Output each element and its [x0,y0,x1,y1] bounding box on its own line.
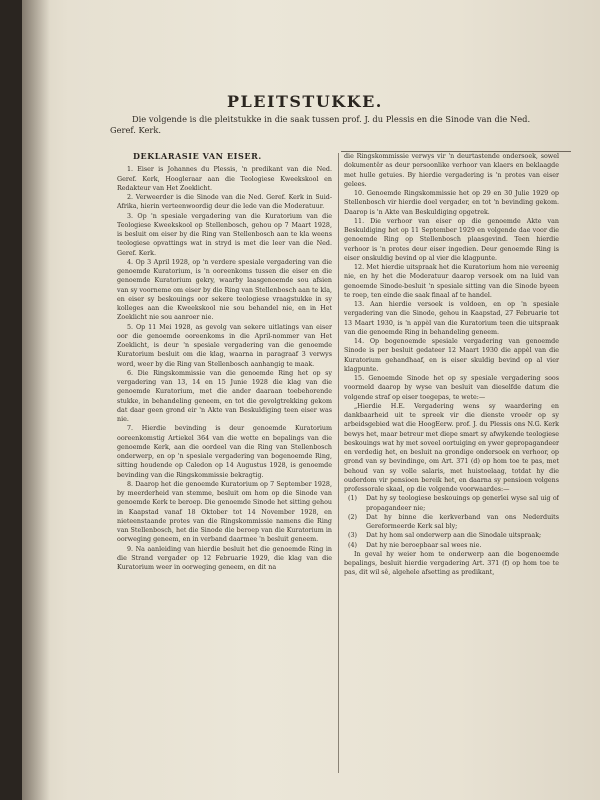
condition-item [344,531,559,540]
paragraph: 4. Op 3 April 1928, op 'n verdere spesiale vergadering van die genoemde Kuratorium, is 'n ooreenkoms tussen die eiser en die genoemde Kuratorium gekry, waarby laasgenoemde sou afsien van sy voorneme om eiser by die Ring van Stellenbosch aan te kla, en eiser sy beskouings oor sekere teologiese vraagstukke in sy kolleges aan die Kweekskool nie sou behandel nie, en in Het Zoeklicht nie sou aanroer nie. [117,258,332,322]
paragraph: die Ringskommissie verwys vir 'n deurtastende ondersoek, sowel dokumentêr as deur persoonlike verhoor van klaers en beklaagde met hulle getuies. By hierdie vergadering is 'n protes van eiser gelees. [344,153,559,188]
condition-text: Dat hy nie beroepbaar sal wees nie. [366,541,482,549]
condition-number: (4) [348,541,357,549]
resolution-quote: „Hierdie H.E. Vergadering wens sy waardering en dankbaarheid uit te spreek vir die dienste vroeër op sy arbeidsgebied wat die HoogEerw. prof. J. du Plessis ons N.G. Kerk bewys het, maar betreur met diepe smart sy afwykende teologiese beskouings wat hy met soveel oortuiging en ywer gepropagandeer en verdedig het, en besluit na grondige ondersoek en verhoor, op grond van sy bevindinge, om Art. 371 (d) op hom toe te pas, met behoud van sy volle salaris, met huistoelaag, totdat hy die ouderdom vir pensioen bereik het, en daarna sy pensioen volgens professorale skaal, op die volgende voorwaardes:— [344,402,559,493]
page-shadow [22,0,50,800]
closing-paragraph: In geval hy weier hom te onderwerp aan die bogenoemde bepalings, besluit hierdie vergadering Art. 371 (f) op hom toe te pas, dit wil sê, algehele afsetting as predikant, [344,550,559,577]
paragraph: 5. Op 11 Mei 1928, as gevolg van sekere uitlatings van eiser oor die genoemde ooreenkoms in die April-nommer van Het Zoeklicht, is deur 'n spesiale vergadering van die genoemde Kuratorium besluit om die klag, waarna in paragraaf 3 verwys word, weer by die Ring van Stellenbosch aanhangig te maak. [117,323,332,368]
condition-number: (1) [348,495,357,503]
declaration-heading: DEKLARASIE VAN EISER. [133,152,262,161]
paragraph: 7. Hierdie bevinding is deur genoemde Kuratorium ooreenkomstig Artiekel 364 van die wette en bepalings van die genoemde Kerk, aan die oordeel van die Ring van Stellenbosch onderwerp, en op 'n spesiale vergadering van bogenoemde Ring, sitting houdende op Caledon op 14 Augustus 1928, is genoemde bevinding van die Ringskommissie bekragtig. [117,425,332,479]
paragraph: 12. Met hierdie uitspraak het die Kuratorium hom nie vereenig nie, en hy het die Moderatuur daarop versoek om na luid van genoemde Sinode-besluit 'n spesiale sitting van die Sinode byeen te roep, ten einde die saak finaal af te handel. [344,264,559,299]
paragraph: 6. Die Ringskommissie van die genoemde Ring het op sy vergadering van 13, 14 en 15 Junie 1928 die klag van die genoemde Kuratorium, met die ander daaraan toebehorende stukke, in behandeling geneem, en tot die gevolgtrekking gekom dat daar geen grond eir 'n Akte van Beskuldiging teen eiser was nie. [117,369,332,423]
paragraph: 14. Op bogenoemde spesiale vergadering van genoemde Sinode is per besluit gedateer 12 Maart 1930 die appèl van die Kuratorium gehandhaaf, en is eiser skuldig bevind op al vier klagpunte. [344,338,559,373]
paragraph: 1. Eiser is Johannes du Plessis, 'n predikant van die Ned. Geref. Kerk, Hoogleraar aan die Teologiese Kweekskool en Redakteur van Het Zoeklicht. [117,166,332,192]
paragraph: 8. Daarop het die genoemde Kuratorium op 7 September 1928, by meerderheid van stemme, besluit om hom op die Sinode van genoemde Kerk te beroep. Die genoemde Sinode het sitting gehou in Kaapstad vanaf 18 Oktober tot 14 November 1928, en nieteenstaande protes van die Ringskommissie namens die Ring van Stellenbosch, het die Sinode die beroep van die Kuratorium in oorweging geneem, en in verband daarmee 'n besluit geneem. [117,480,332,544]
paragraph: 9. Na aanleiding van hierdie besluit het die genoemde Ring in die Strand vergader op 12 Februarie 1929, die klag van die Kuratorium weer in oorweging geneem, en dit na [117,545,332,571]
column-divider [338,153,339,773]
document-page [22,0,600,800]
document-intro: Die volgende is die pleitstukke in die saak tussen prof. J. du Plessis en die Sinode van die Ned. Geref. Kerk. [110,114,531,135]
condition-item [344,513,559,532]
paragraph: 11. Die verhoor van eiser op die genoemde Akte van Beskuldiging het op 11 September 1929 en volgende dae voor die genoemde Ring op Stellenbosch plaasgevind. Teen hierdie verhoor is 'n protes deur eiser ingedien. Deur genoemde Ring is eiser onskuldig bevind op al vier die klagpunte. [344,217,559,262]
condition-number: (2) [348,513,357,521]
paragraph: 2. Verweerder is die Sinode van die Ned. Geref. Kerk in Suid-Afrika, hierin verteenwoordig deur die lede van die Moderatuur. [117,194,332,211]
document-title: PLEITSTUKKE. [227,92,383,111]
paragraph: 10. Genoemde Ringskommissie het op 29 en 30 Julie 1929 op Stellenbosch vir hierdie doel vergader, en tot 'n bevinding gekom. Daarop is 'n Akte van Beskuldiging opgetrek. [344,190,559,216]
condition-text: Dat hy sy teologiese beskouings op generlei wyse sal uig of propagandeer nie; [366,495,559,512]
paragraph: 13. Aan hierdie versoek is voldoen, en op 'n spesiale vergadering van die Sinode, gehou in Kaapstad, 27 Februarie tot 13 Maart 1930, is 'n appèl van die Kuratorium teen die uitspraak van die genoemde Ring in behandeling geneem. [344,301,559,336]
condition-text: Dat hy hom sal onderwerp aan die Sinodale uitspraak; [366,532,542,540]
condition-item [344,541,559,550]
paragraph: 15. Genoemde Sinode het op sy spesiale vergadering soos voormeld daarop by wyse van besluit van dieselfde datum die volgende straf op eiser toegepas, te wete:— [344,375,559,401]
condition-item [344,494,559,513]
condition-number: (3) [348,532,357,540]
right-column [344,152,559,797]
condition-text: Dat hy binne die kerkverband van ons Nederduits Gereformeerde Kerk sal bly; [366,513,559,530]
left-column [117,152,332,772]
paragraph: 3. Op 'n spesiale vergadering van die Kuratorium van die Teologiese Kweekskool op Stellenbosch, gehou op 7 Maart 1928, is besluit om eiser by die Ring van Stellenbosch aan te kla weens teologiese opvattings wat in stryd is met die leer van die Ned. Geref. Kerk. [117,212,332,257]
